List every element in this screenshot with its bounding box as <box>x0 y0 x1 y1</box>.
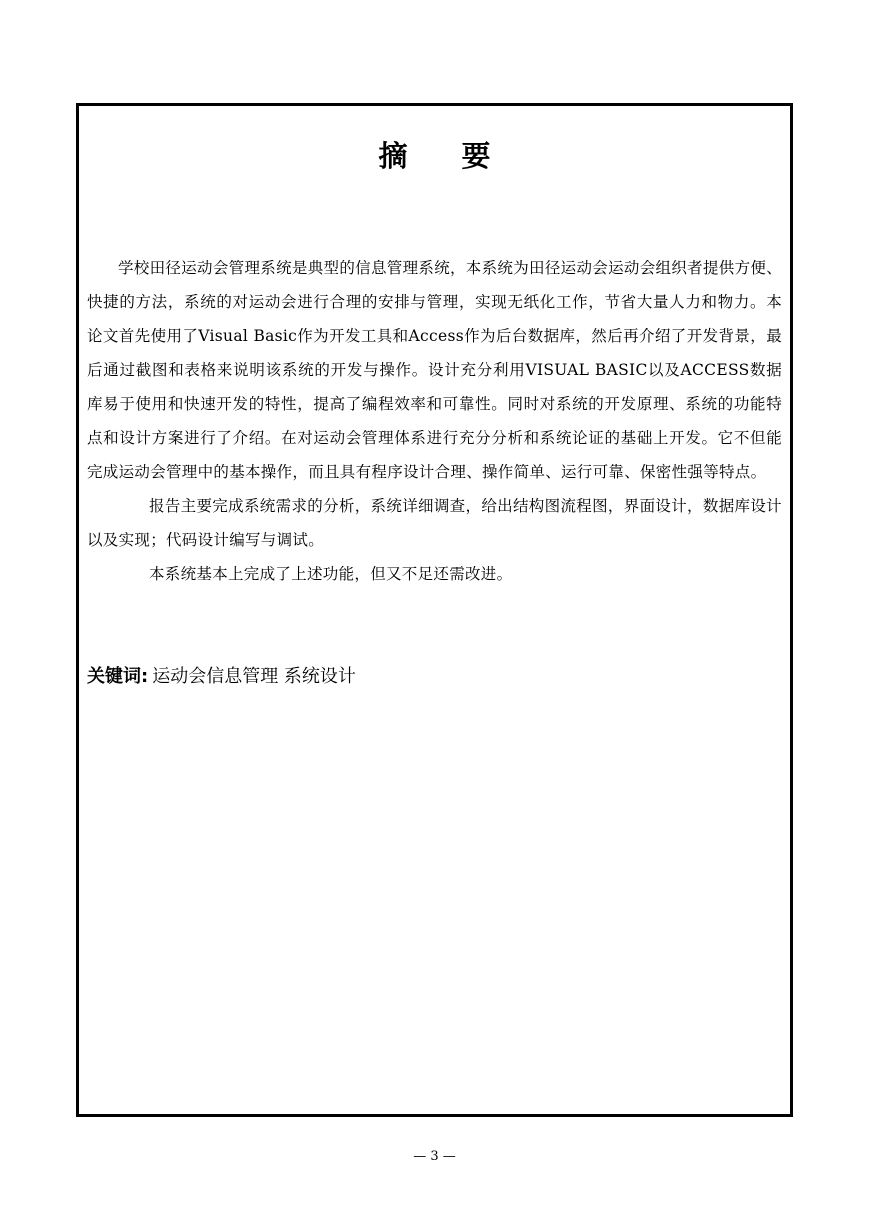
page-border-frame <box>76 103 793 1117</box>
abstract-paragraph-2: 报告主要完成系统需求的分析，系统详细调查，给出结构图流程图，界面设计，数据库设计以及实现；代码设计编写与调试。 <box>87 497 782 549</box>
abstract-paragraph-3: 本系统基本上完成了上述功能，但又不足还需改进。 <box>149 565 513 583</box>
abstract-title: 摘 要 <box>378 139 513 173</box>
keywords-label: 关键词: <box>87 666 149 687</box>
abstract-body <box>87 251 782 591</box>
keywords-value: 运动会信息管理 系统设计 <box>152 666 356 687</box>
abstract-paragraph-1: 学校田径运动会管理系统是典型的信息管理系统，本系统为田径运动会运动会组织者提供方便、快捷的方法，系统的对运动会进行合理的安排与管理，实现无纸化工作，节省大量人力和物力。本论文首先使用了Visual Basic作为开发工具和Access作为后台数据库，然后再介绍了开发背景，最后通过截图和表格来说明该系统的开发与操作。设计充分利用VISUAL BASIC以及ACCESS数据库易于使用和快速开发的特性，提高了编程效率和可靠性。同时对系统的开发原理、系统的功能特点和设计方案进行了介绍。在对运动会管理体系进行充分分析和系统论证的基础上开发。它不但能完成运动会管理中的基本操作，而且具有程序设计合理、操作简单、运行可靠、保密性强等特点。 <box>87 259 782 481</box>
keywords-line <box>87 662 356 692</box>
page-number: — 3 — <box>413 1149 456 1164</box>
